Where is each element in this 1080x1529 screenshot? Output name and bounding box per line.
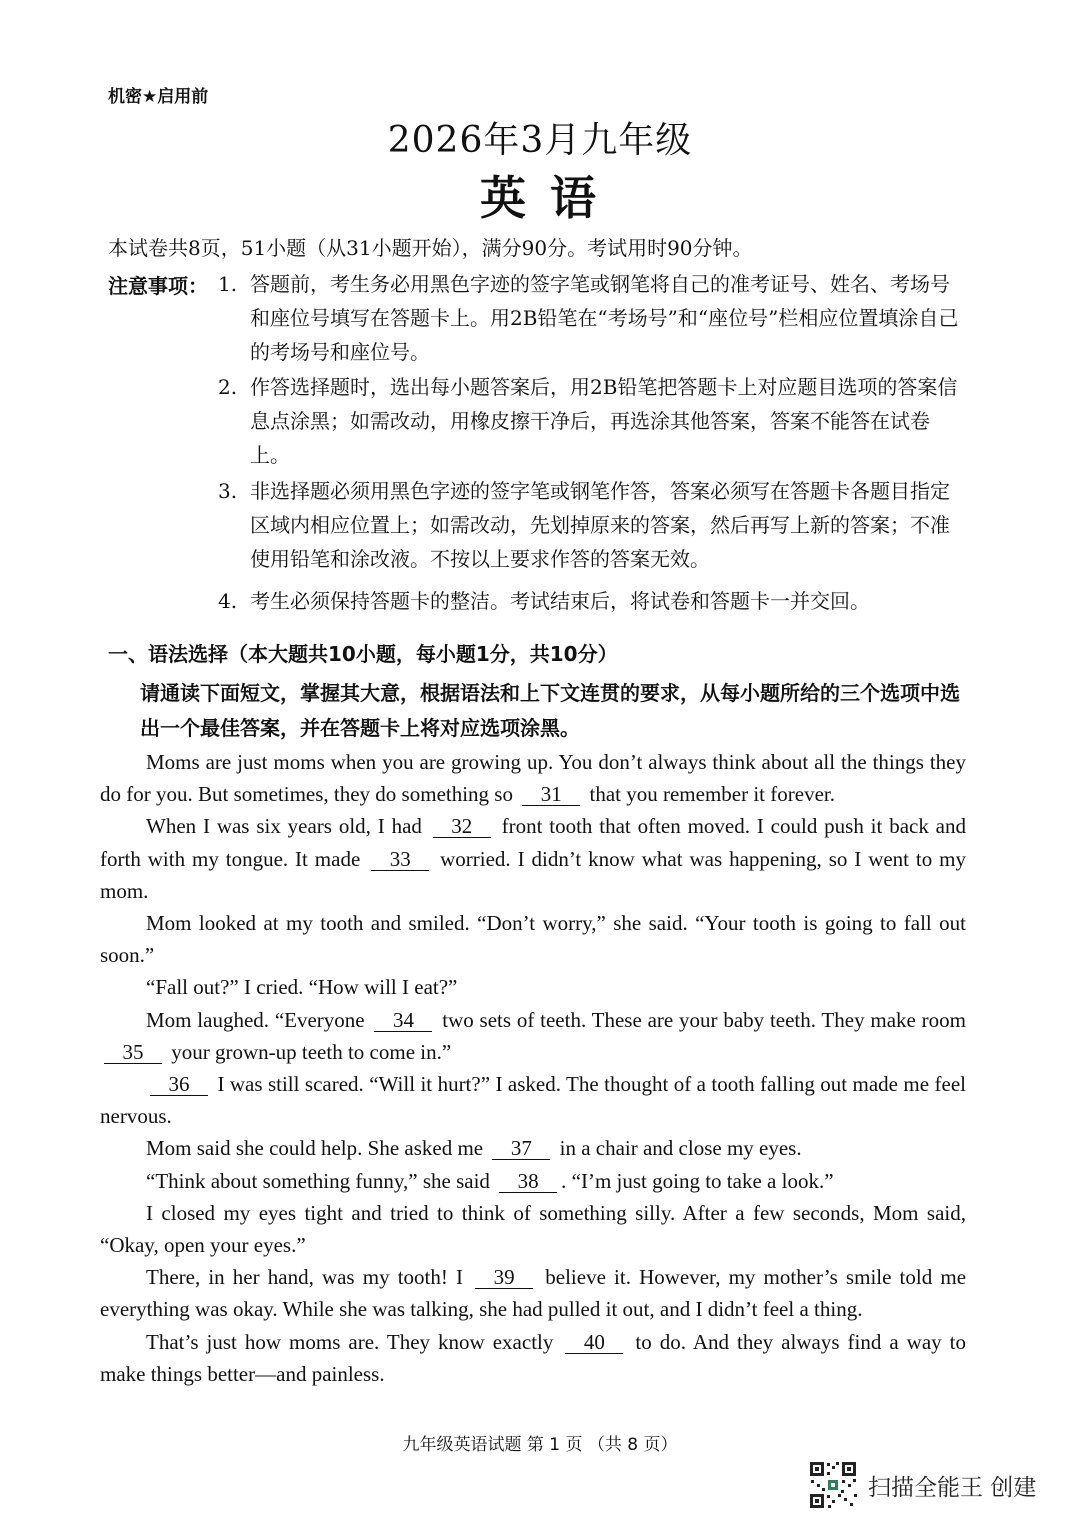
notice-text: 考生必须保持答题卡的整洁。考试结束后，将试卷和答题卡一并交回。: [250, 589, 870, 613]
passage-paragraph: “Fall out?” I cried. “How will I eat?”: [146, 975, 458, 1000]
passage-text: believe it. However, my mother’s smile told me everything was okay. While she was talking, she had pulled it out, and I didn’t feel a thing.: [100, 1265, 967, 1322]
answer-blank: 38: [499, 1170, 557, 1193]
answer-blank: 37: [492, 1137, 550, 1160]
notice-number: 3.: [218, 479, 238, 503]
passage-text: Mom laughed. “Everyone: [146, 1007, 365, 1032]
notice-text: 非选择题必须用黑色字迹的签字笔或钢笔作答，答案必须写在答题卡各题目指定区域内相应位置上；如需改动，先划掉原来的答案，然后再写上新的答案；不准使用铅笔和涂改液。不按以上要求作答的答案无效。: [250, 479, 950, 571]
answer-blank: 33: [371, 848, 429, 871]
passage-text: two sets of teeth. These are your baby teeth. They make room: [442, 1007, 966, 1032]
notice-number: 4.: [218, 589, 238, 613]
subject-title: 英 语: [479, 171, 600, 225]
answer-blank: 40: [565, 1331, 623, 1354]
qr-code-icon: [808, 1460, 858, 1510]
section-instructions: 请通读下面短文，掌握其大意，根据语法和上下文连贯的要求，从每小题所给的三个选项中选出一个最佳答案，并在答题卡上将对应选项涂黑。: [140, 681, 960, 740]
answer-blank: 39: [475, 1266, 533, 1289]
passage-paragraph: [100, 810, 966, 907]
passage-text: in a chair and close my eyes.: [559, 1136, 802, 1161]
passage-text: your grown-up teeth to come in.”: [171, 1039, 452, 1064]
passage-text: Moms are just moms when you are growing up. You don’t always think about all the things they do for you. But sometimes, they do something so: [100, 750, 966, 807]
answer-blank: 36: [150, 1073, 208, 1096]
notice-item-3: [218, 474, 968, 576]
passage-text: front tooth that often moved. I could push it back and forth with my tongue. It made: [100, 814, 966, 871]
confidential-label: 机密★启用前: [108, 87, 209, 107]
passage-text: that you remember it forever.: [589, 782, 835, 807]
passage-text: to do. And they always find a way to make things better—and painless.: [100, 1329, 967, 1386]
notice-text: 答题前，考生务必用黑色字迹的签字笔或钢笔将自己的准考证号、姓名、考场号和座位号填写在答题卡上。用2B铅笔在“考场号”和“座位号”栏相应位置填涂自己的考场号和座位号。: [250, 272, 959, 364]
answer-blank: 32: [433, 815, 491, 838]
exam-intro: 本试卷共8页，51小题（从31小题开始），满分90分。考试用时90分钟。: [108, 236, 753, 260]
passage-paragraph: [100, 1068, 966, 1132]
passage-paragraph: [100, 1261, 966, 1325]
passage-paragraph: [100, 1165, 966, 1197]
passage-paragraph: [100, 1132, 966, 1164]
notice-number: 1.: [218, 272, 238, 296]
passage-text: Mom said she could help. She asked me: [146, 1136, 484, 1161]
answer-blank: 31: [522, 783, 580, 806]
exam-title: 2026年3月九年级: [387, 120, 693, 161]
answer-blank: 34: [374, 1009, 432, 1032]
passage-paragraph: I closed my eyes tight and tried to think of something silly. After a few seconds, Mom said, “Okay, open your eyes.”: [100, 1200, 966, 1258]
passage-paragraph: [100, 1326, 966, 1390]
passage-text: . “I’m just going to take a look.”: [561, 1168, 834, 1193]
notice-text: 作答选择题时，选出每小题答案后，用2B铅笔把答题卡上对应题目选项的答案信息点涂黑；如需改动，用橡皮擦干净后，再选涂其他答案，答案不能答在试卷上。: [250, 375, 958, 467]
scanner-watermark: [808, 1460, 1036, 1510]
passage-text: I was still scared. “Will it hurt?” I asked. The thought of a tooth falling out made me feel nervous.: [100, 1072, 966, 1129]
notice-item-1: [218, 267, 968, 369]
notice-item-4: [218, 584, 968, 618]
passage-paragraph: [100, 1004, 966, 1068]
notice-item-2: [218, 370, 968, 472]
section-heading: 一、语法选择（本大题共10小题，每小题1分，共10分）: [108, 642, 618, 666]
passage-text: When I was six years old, I had: [146, 814, 422, 839]
passage-text: That’s just how moms are. They know exactly: [146, 1329, 554, 1354]
notice-heading: 注意事项：: [108, 274, 208, 298]
watermark-text: 扫描全能王 创建: [868, 1474, 1037, 1501]
reading-passage: [100, 746, 966, 1390]
passage-paragraph: Mom looked at my tooth and smiled. “Don’t worry,” she said. “Your tooth is going to fall out soon.”: [100, 911, 966, 968]
passage-text: “Think about something funny,” she said: [146, 1168, 490, 1193]
notice-number: 2.: [218, 375, 238, 399]
answer-blank: 35: [104, 1041, 162, 1064]
passage-text: There, in her hand, was my tooth! I: [146, 1265, 463, 1290]
passage-paragraph: [100, 746, 966, 810]
passage-text: worried. I didn’t know what was happening, so I went to my mom.: [100, 846, 967, 903]
page-footer: 九年级英语试题 第 1 页 （共 8 页）: [402, 1435, 678, 1455]
